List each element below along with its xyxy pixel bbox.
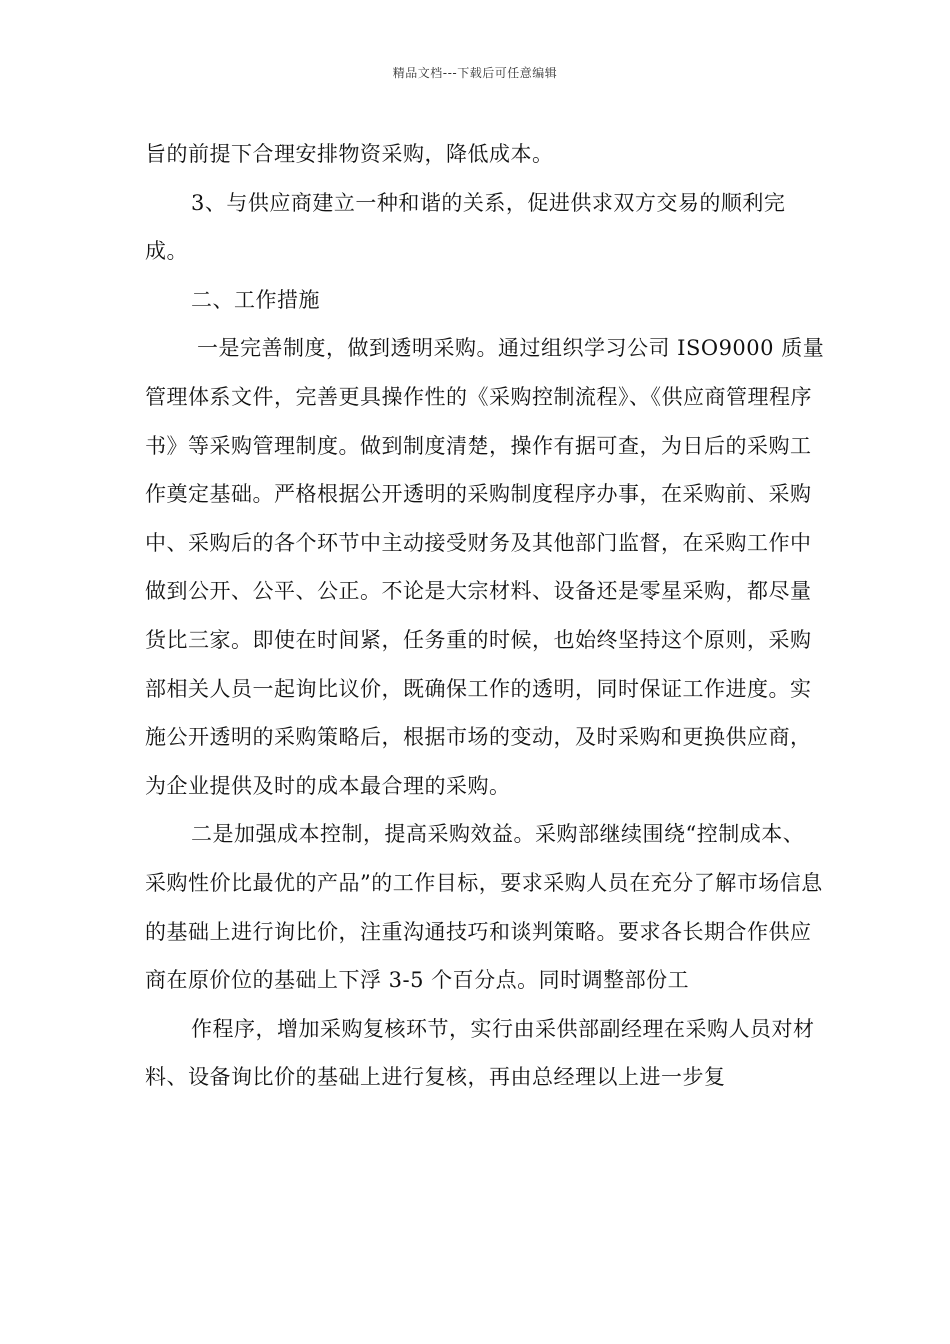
paragraph-measure-one: 一是完善制度，做到透明采购。通过组织学习公司 ISO9000 质量管理体系文件，完善更具操作性的《采购控制流程》、《供应商管理程序书》等采购管理制度。做到制度清楚，操作有据可查，为日后的采购工作奠定基础。严格根据公开透明的采购制度程序办事，在采购前、采购中、采购后的各个环节中主动接受财务及其他部门监督，在采购工作中做到公开、公平、公正。不论是大宗材料、设备还是零星采购，都尽量货比三家。即使在时间紧，任务重的时候，也始终坚持这个原则，采购部相关人员一起询比议价，既确保工作的透明，同时保证工作进度。实施公开透明的采购策略后，根据市场的变动，及时采购和更换供应商，为企业提供及时的成本最合理的采购。 [145,336,825,798]
paragraph-measure-two: 二是加强成本控制，提高采购效益。采购部继续围绕“控制成本、采购性价比最优的产品”的工作目标，要求采购人员在充分了解市场信息的基础上进行询比价，注重沟通技巧和谈判策略。要求各长期合作供应商在原价位的基础上下浮 3-5 个百分点。同时调整部份工 [145,822,823,993]
paragraph-continued: 作程序，增加采购复核环节，实行由采供部副经理在采购人员对材料、设备询比价的基础上进行复核，再由总经理以上进一步复 [145,1016,815,1090]
paragraph-continuation: 旨的前提下合理安排物资采购，降低成本。 [145,142,554,166]
section-heading: 二、工作措施 [191,287,320,312]
paragraph-item-3: 3、与供应商建立一种和谐的关系，促进供求双方交易的顺利完成。 [145,190,786,264]
page-header: 精品文档---下载后可任意编辑 [392,66,558,80]
document-body [145,130,825,1102]
